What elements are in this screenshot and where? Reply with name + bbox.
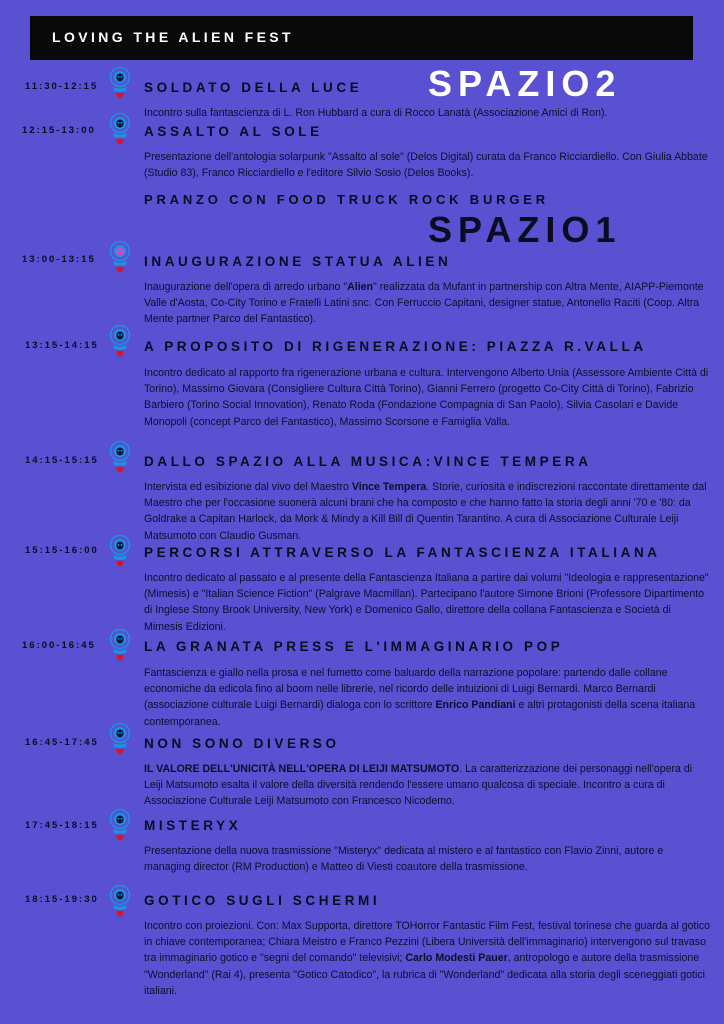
event-title: LA GRANATA PRESS E L'IMMAGINARIO POP — [144, 639, 564, 654]
event-description — [144, 105, 712, 121]
alien-astronaut-icon — [107, 628, 133, 662]
event-title: DALLO SPAZIO ALLA MUSICA:VINCE TEMPERA — [144, 454, 592, 469]
event-description-text: Inaugurazione dell'opera di arredo urbano " — [144, 281, 348, 293]
event-description-text: e altri protagonisti della scena italiana contemporanea. — [144, 699, 696, 728]
event-description — [144, 279, 712, 328]
heart-icon — [116, 467, 123, 473]
event-title: SOLDATO DELLA LUCE — [144, 80, 363, 95]
alien-astronaut-icon — [107, 628, 133, 662]
event-description — [144, 365, 712, 430]
event-description-text: Presentazione della nuova trasmissione "Misteryx" dedicata al mistero e al fantastico con Flavio Zinni, autore e managing director (RM Production) e Matteo di Viesti coautore della trasmissione. — [144, 845, 664, 874]
event-time: 13:00-13:15 — [22, 254, 96, 265]
space-2-label: SPAZIO2 — [428, 63, 622, 104]
space-1-label: SPAZIO1 — [428, 209, 622, 250]
heart-icon — [116, 749, 123, 755]
event-description-text: Fantascienza e giallo nella prosa e nel fumetto come baluardo della narrazione popolare: partendo dalle collane economiche da edicola fino al boom nelle librerie, nel ricordo delle intuizioni di Luigi Bernardi. Marco Bernardi (associazione culturale Luigi Bernardi) dialoga con lo scrittore — [144, 667, 668, 712]
event-time: 15:15-16:00 — [25, 545, 99, 556]
event-title: GOTICO SUGLI SCHERMI — [144, 893, 381, 908]
event-time: 14:15-15:15 — [25, 455, 99, 466]
event-title: NON SONO DIVERSO — [144, 736, 340, 751]
event-description — [144, 479, 712, 544]
event-description-bold: IL VALORE DELL'UNICITÀ NELL'OPERA DI LEIJI MATSUMOTO — [144, 763, 460, 775]
alien-astronaut-icon — [107, 808, 133, 842]
event-description-text: Intervista ed esibizione dal vivo del Maestro — [144, 481, 352, 493]
heart-icon — [116, 267, 123, 273]
event-description-text: . Storie, curiosità e indiscrezioni raccontate direttamente dal Maestro che per l'occasione suonerà alcuni brani che ha composto e che hanno fatto la storia degli anni '70 e '80: da Goldrake a Capitan Harlock, da Mork & Mindy a Kill Bill di Quentin Tarantino. A cura di Associazione Culturale Leiji Matsumoto con Claudio Gusman. — [144, 481, 707, 542]
alien-astronaut-icon — [107, 808, 133, 842]
heart-icon — [116, 93, 123, 99]
alien-astronaut-icon — [107, 112, 133, 146]
header-bar — [30, 16, 693, 60]
event-description-bold: Alien — [347, 281, 373, 293]
event-description-bold: Vince Tempera — [351, 481, 427, 493]
event-description — [144, 149, 712, 181]
alien-astronaut-icon — [107, 722, 133, 756]
alien-astronaut-icon — [107, 66, 133, 100]
event-description — [144, 843, 712, 875]
heart-icon — [116, 561, 123, 567]
alien-astronaut-icon — [107, 66, 133, 100]
alien-astronaut-icon — [107, 324, 133, 358]
event-description-bold: Enrico Pandiani — [435, 699, 516, 712]
heart-icon — [116, 351, 123, 357]
alien-astronaut-icon — [107, 324, 133, 358]
event-title: PERCORSI ATTRAVERSO LA FANTASCIENZA ITALIANA — [144, 545, 661, 560]
event-description-text: Incontro dedicato al rapporto fra rigenerazione urbana e cultura. Intervengono Alberto Unia (Assessore Ambiente Città di Torino), Massimo Giovara (Consigliere Cultura Città Torino), Gianni Ferrero (progetto Co-City Città di Torino), Fabrizio Barbiero (Torino Social Innovation), Renato Roda (Fondazione Compagnia di San Paolo), Silvia Casolari e Davide Monopoli (concept Parco del Fantastico), Massimo Scorsone e Famiglia Valla. — [144, 367, 709, 428]
heart-icon — [116, 655, 123, 661]
alien-astronaut-icon — [107, 440, 133, 474]
event-description — [144, 918, 712, 999]
event-description — [144, 665, 712, 730]
festival-title: LOVING THE ALIEN FEST — [52, 29, 294, 45]
event-time: 18:15-19:30 — [25, 894, 99, 905]
event-description-text: Presentazione dell'antologia solarpunk "Assalto al sole" (Delos Digital) curata da Franco Ricciardiello. Con Giulia Abbate (Studio 83), Franco Ricciardiello e l'editore Silvio Sosio (Delos Books). — [144, 151, 708, 180]
event-time: 12:15-13:00 — [22, 125, 96, 136]
alien-astronaut-icon — [107, 240, 133, 274]
event-time: 11:30-12:15 — [25, 81, 99, 92]
event-title: MISTERYX — [144, 818, 242, 833]
alien-astronaut-icon — [107, 534, 133, 568]
event-description-text: " realizzata da Mufant in partnership con Altra Mente, AIAPP-Piemonte Valle d'Aosta, Co-City Torino e Fratelli Latini snc. Con Ferruccio Capitani, designer statue, Antonello Raciti (Coop. Altra Mente partner Parco del Fantastico). — [144, 281, 704, 326]
event-time: 16:45-17:45 — [25, 737, 99, 748]
event-description-text: Incontro sulla fantascienza di L. Ron Hubbard a cura di Rocco Lanatà (Associazione Amici di Ron). — [144, 107, 608, 119]
alien-astronaut-icon — [107, 240, 133, 274]
alien-astronaut-icon — [107, 534, 133, 568]
alien-astronaut-icon — [107, 884, 133, 918]
alien-astronaut-icon — [107, 112, 133, 146]
heart-icon — [116, 835, 123, 841]
event-description-text: Incontro con proiezioni. Con: Max Supporta, direttore TOHorror Fantastic Film Fest, festival torinese che guarda al gotico in chiave contemporanea; Chiara Meistro e Franco Pezzini (Libera Università dell'immaginario) intervengono sul travaso tra immaginario gotico e "segni del comando" televisivi; — [144, 920, 711, 965]
event-description — [144, 570, 712, 635]
event-time: 16:00-16:45 — [22, 640, 96, 651]
alien-astronaut-icon — [107, 722, 133, 756]
event-title: INAUGURAZIONE STATUA ALIEN — [144, 254, 452, 269]
event-description-text: Incontro dedicato al passato e al presente della Fantascienza Italiana a partire dai volumi "Ideologia e rappresentazione" (Mimesis) e "Italian Science Fiction" (Palgrave Macmillan). Partecipano l'autore Simone Brioni (Professore Dipartimento di Inglese Stony Brook University, New York) e Domenico Gallo, direttore della collana Fantascienza e Società di Mimesis Edizioni. — [144, 572, 709, 633]
event-time: 17:45-18:15 — [25, 820, 99, 831]
alien-astronaut-icon — [107, 440, 133, 474]
alien-astronaut-icon — [107, 884, 133, 918]
event-title: ASSALTO AL SOLE — [144, 124, 323, 139]
event-title: A PROPOSITO DI RIGENERAZIONE: PIAZZA R.VALLA — [144, 339, 647, 354]
event-description-bold: Carlo Modesti Pauer — [405, 952, 508, 965]
event-description-text: , antropologo e autore della trasmissione "Wonderland" (Rai 4), presenta "Gotico Catodico", la rubrica di "Wonderland" dedicata alla storia degli sceneggiati gotici italiani. — [144, 952, 705, 997]
heart-icon — [116, 139, 123, 145]
event-time: 13:15-14:15 — [25, 340, 99, 351]
event-description — [144, 761, 712, 810]
heart-icon — [116, 911, 123, 917]
event-description-text: . La caratterizzazione dei personaggi nell'opera di Leiji Matsumoto esalta il valore della diversità rendendo l'essere umano qualcosa di speciale. Incontro a cura di Associazione Culturale Leiji Matsumoto con Francesco Nicodemo. — [144, 763, 693, 808]
lunch-notice: PRANZO CON FOOD TRUCK ROCK BURGER — [144, 192, 549, 207]
